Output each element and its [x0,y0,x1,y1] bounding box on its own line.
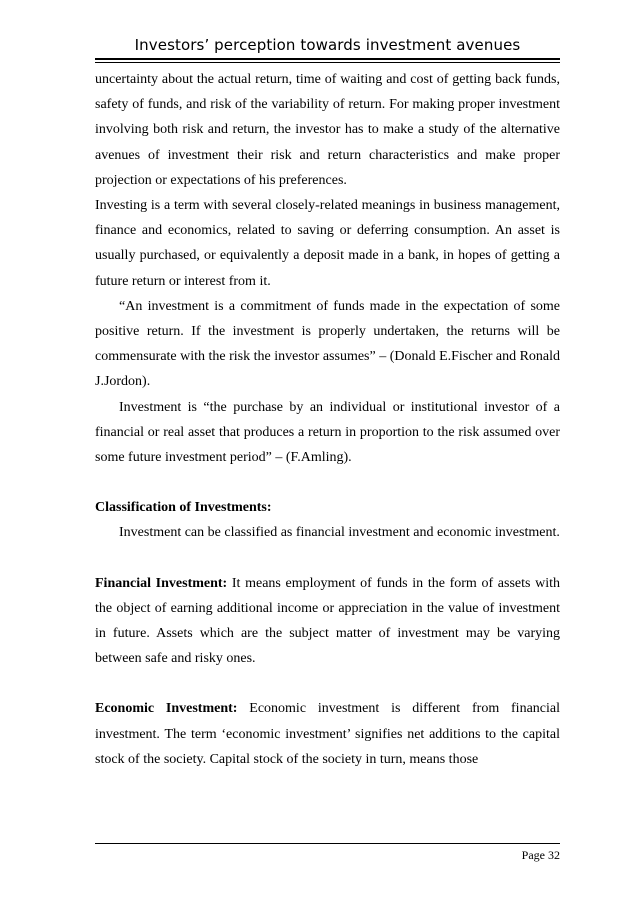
footer-rule [95,843,560,844]
page-number: Page 32 [521,848,560,862]
financial-investment-text: It means employment of funds in the form of assets with the object of earning additional income or appreciation in the value of investment in future. Assets which are the subject matter of investment may be varying between safe and risky ones. [95,575,560,667]
classification-heading-text: Classification of Investments: [95,500,272,516]
classification-paragraph: Investment can be classified as financial investment and economic investment. [119,525,560,541]
header-rule-thin [95,62,560,63]
economic-investment-heading: Economic Investment: [95,701,238,717]
financial-investment-paragraph [95,571,560,672]
page-body [95,67,560,772]
economic-investment-text: Economic investment is different from financial investment. The term ‘economic investment’ signifies net additions to the capital stock of the society. Capital stock of the society in turn, means those [95,701,560,767]
economic-investment-paragraph [95,696,560,772]
financial-investment-heading: Financial Investment: [95,575,228,591]
paragraph-investing-definition: Investing is a term with several closely-related meanings in business management, finance and economics, related to saving or deferring consumption. An asset is usually purchased, or equivalently a deposit made in a bank, in hopes of getting a future return or interest from it. [95,198,560,289]
classification-heading [95,495,560,520]
running-header: Investors’ perception towards investment avenues [134,36,521,54]
quote-amling: Investment is “the purchase by an individual or institutional investor of a financial or real asset that produces a return in proportion to the risk assumed over some future investment period” – (F.Amling). [95,399,560,466]
header-rule-thick [95,58,560,60]
paragraph-uncertainty: uncertainty about the actual return, time of waiting and cost of getting back funds, safety of funds, and risk of the variability of return. For making proper investment involving both risk and return, the investor has to make a study of the alternative avenues of investment their risk and return characteristics and make proper projection or expectations of his preferences. [95,72,560,188]
quote-fischer-jordon: “An investment is a commitment of funds made in the expectation of some positive return. If the investment is properly undertaken, the returns will be commensurate with the risk the investor assumes” – (Donald E.Fischer and Ronald J.Jordon). [95,298,561,390]
